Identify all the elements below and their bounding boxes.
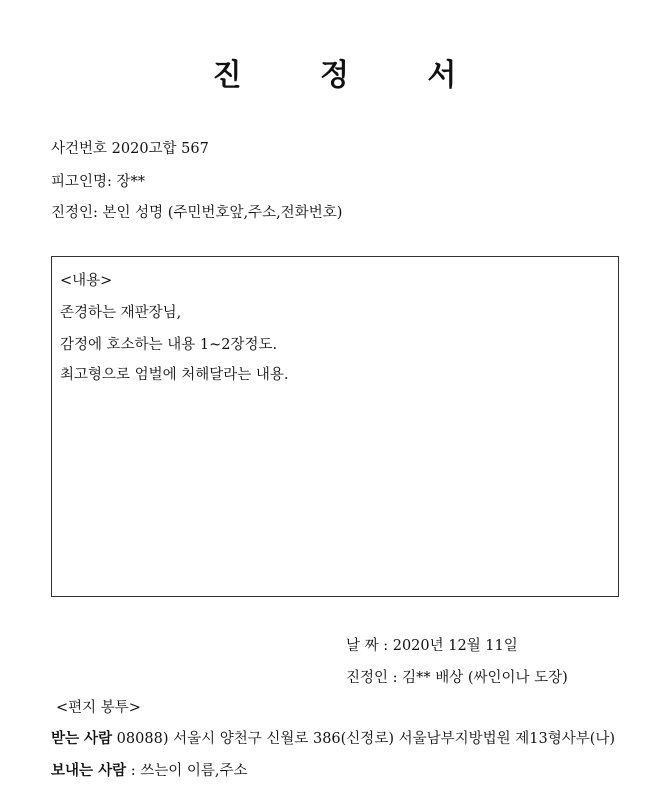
- document-title: 진 정 서: [212, 58, 491, 93]
- content-heading: <내용>: [60, 273, 113, 289]
- content-line: 감정에 호소하는 내용 1~2장정도.: [60, 337, 278, 353]
- defendant-name-line: 피고인명: 장**: [51, 174, 146, 190]
- petitioner-line: 진정인: 본인 성명 (주민번호앞,주소,전화번호): [51, 205, 343, 221]
- recipient-label: 받는 사람: [51, 731, 113, 747]
- envelope-heading: <편지 봉투>: [56, 700, 141, 716]
- signature-line: 진정인 : 김** 배상 (싸인이나 도장): [346, 670, 568, 686]
- case-number-line: 사건번호 2020고합 567: [51, 141, 209, 157]
- content-line: 최고형으로 엄벌에 처해달라는 내용.: [60, 367, 289, 383]
- date-line: 날 짜 : 2020년 12월 11일: [346, 638, 518, 654]
- sender-label: 보내는 사람: [51, 763, 127, 779]
- content-line: 존경하는 재판장님,: [60, 305, 182, 321]
- recipient-address: 08088) 서울시 양천구 신월로 386(신정로) 서울남부지방법원 제13형사부(나): [112, 731, 616, 747]
- content-box: [51, 256, 619, 597]
- sender-line: [51, 759, 247, 780]
- recipient-line: [51, 727, 615, 748]
- sender-info: : 쓰는이 이름,주소: [126, 763, 248, 779]
